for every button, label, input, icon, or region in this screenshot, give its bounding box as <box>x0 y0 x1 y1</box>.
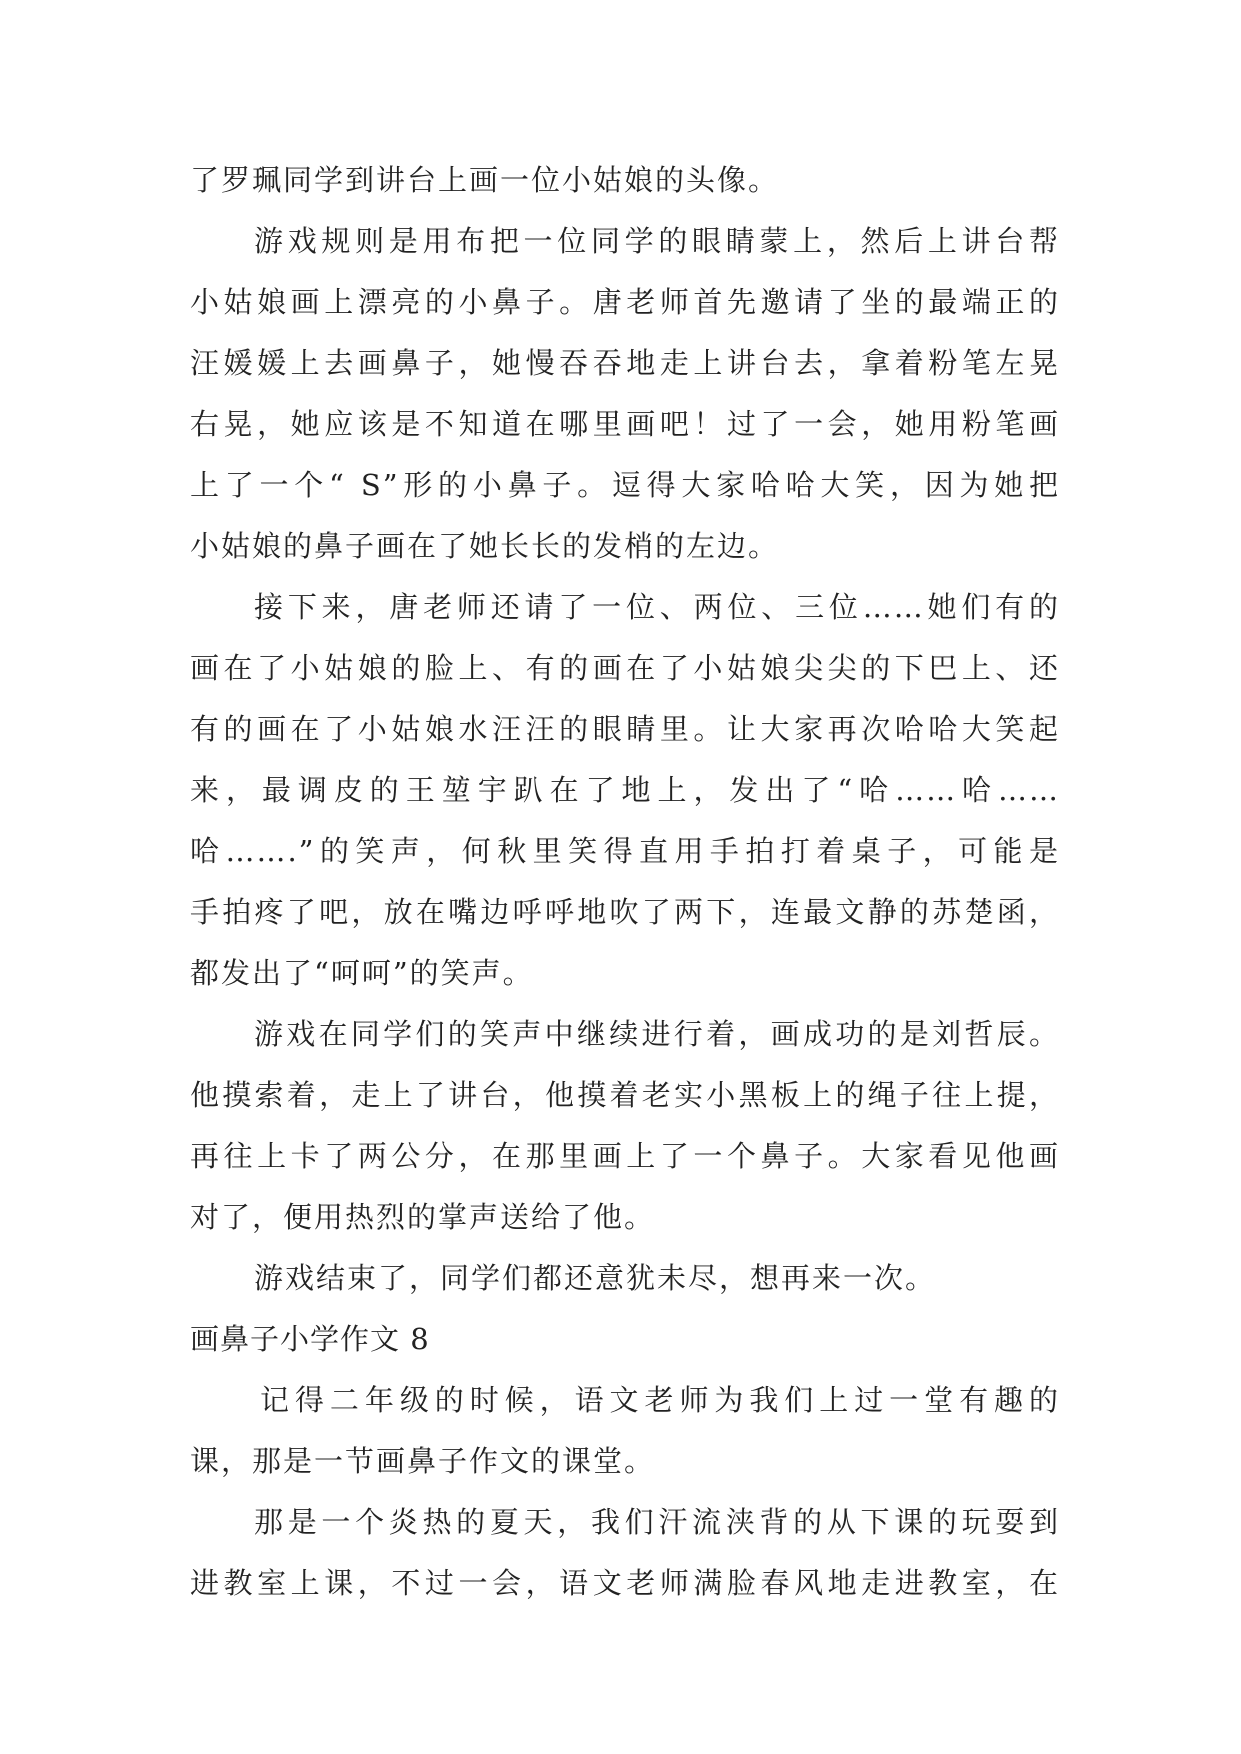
text-line: 小姑娘的鼻子画在了她长长的发梢的左边。 <box>190 529 780 563</box>
text-line: 了罗珮同学到讲台上画一位小姑娘的头像。 <box>190 163 780 197</box>
text-line: 上了一个“ S”形的小鼻子。逗得大家哈哈大笑，因为她把 <box>190 468 1060 502</box>
text-line: 画在了小姑娘的脸上、有的画在了小姑娘尖尖的下巴上、还 <box>190 651 1060 685</box>
text-line: 右晃，她应该是不知道在哪里画吧！过了一会，她用粉笔画 <box>190 407 1060 441</box>
text-line: 那是一个炎热的夏天，我们汗流浃背的从下课的玩耍到 <box>254 1505 1060 1539</box>
text-line: 小姑娘画上漂亮的小鼻子。唐老师首先邀请了坐的最端正的 <box>190 285 1060 319</box>
text-line: 他摸索着，走上了讲台，他摸着老实小黑板上的绳子往上提， <box>190 1078 1060 1112</box>
document-page <box>190 150 1060 1614</box>
text-line: 来，最调皮的王堃宇趴在了地上，发出了“哈……哈…… <box>190 773 1060 807</box>
text-line: 汪媛媛上去画鼻子，她慢吞吞地走上讲台去，拿着粉笔左晃 <box>190 346 1060 380</box>
text-line: 游戏结束了，同学们都还意犹未尽，想再来一次。 <box>254 1261 937 1295</box>
text-line: 手拍疼了吧，放在嘴边呼呼地吹了两下，连最文静的苏楚函， <box>190 895 1060 929</box>
text-line: 游戏在同学们的笑声中继续进行着，画成功的是刘哲辰。 <box>254 1017 1060 1051</box>
text-line: 都发出了“呵呵”的笑声。 <box>190 956 534 990</box>
text-line: 接下来，唐老师还请了一位、两位、三位……她们有的 <box>254 590 1060 624</box>
text-line: 记得二年级的时候，语文老师为我们上过一堂有趣的 <box>260 1383 1060 1417</box>
text-line: 课，那是一节画鼻子作文的课堂。 <box>190 1444 656 1478</box>
text-line: 进教室上课，不过一会，语文老师满脸春风地走进教室，在 <box>190 1566 1060 1600</box>
text-line: 游戏规则是用布把一位同学的眼睛蒙上，然后上讲台帮 <box>254 224 1060 258</box>
text-line: 对了，便用热烈的掌声送给了他。 <box>190 1200 656 1234</box>
section-heading: 画鼻子小学作文 8 <box>190 1322 430 1356</box>
text-line: 哈…….”的笑声，何秋里笑得直用手拍打着桌子，可能是 <box>190 834 1060 868</box>
text-line: 再往上卡了两公分，在那里画上了一个鼻子。大家看见他画 <box>190 1139 1060 1173</box>
text-line: 有的画在了小姑娘水汪汪的眼睛里。让大家再次哈哈大笑起 <box>190 712 1060 746</box>
